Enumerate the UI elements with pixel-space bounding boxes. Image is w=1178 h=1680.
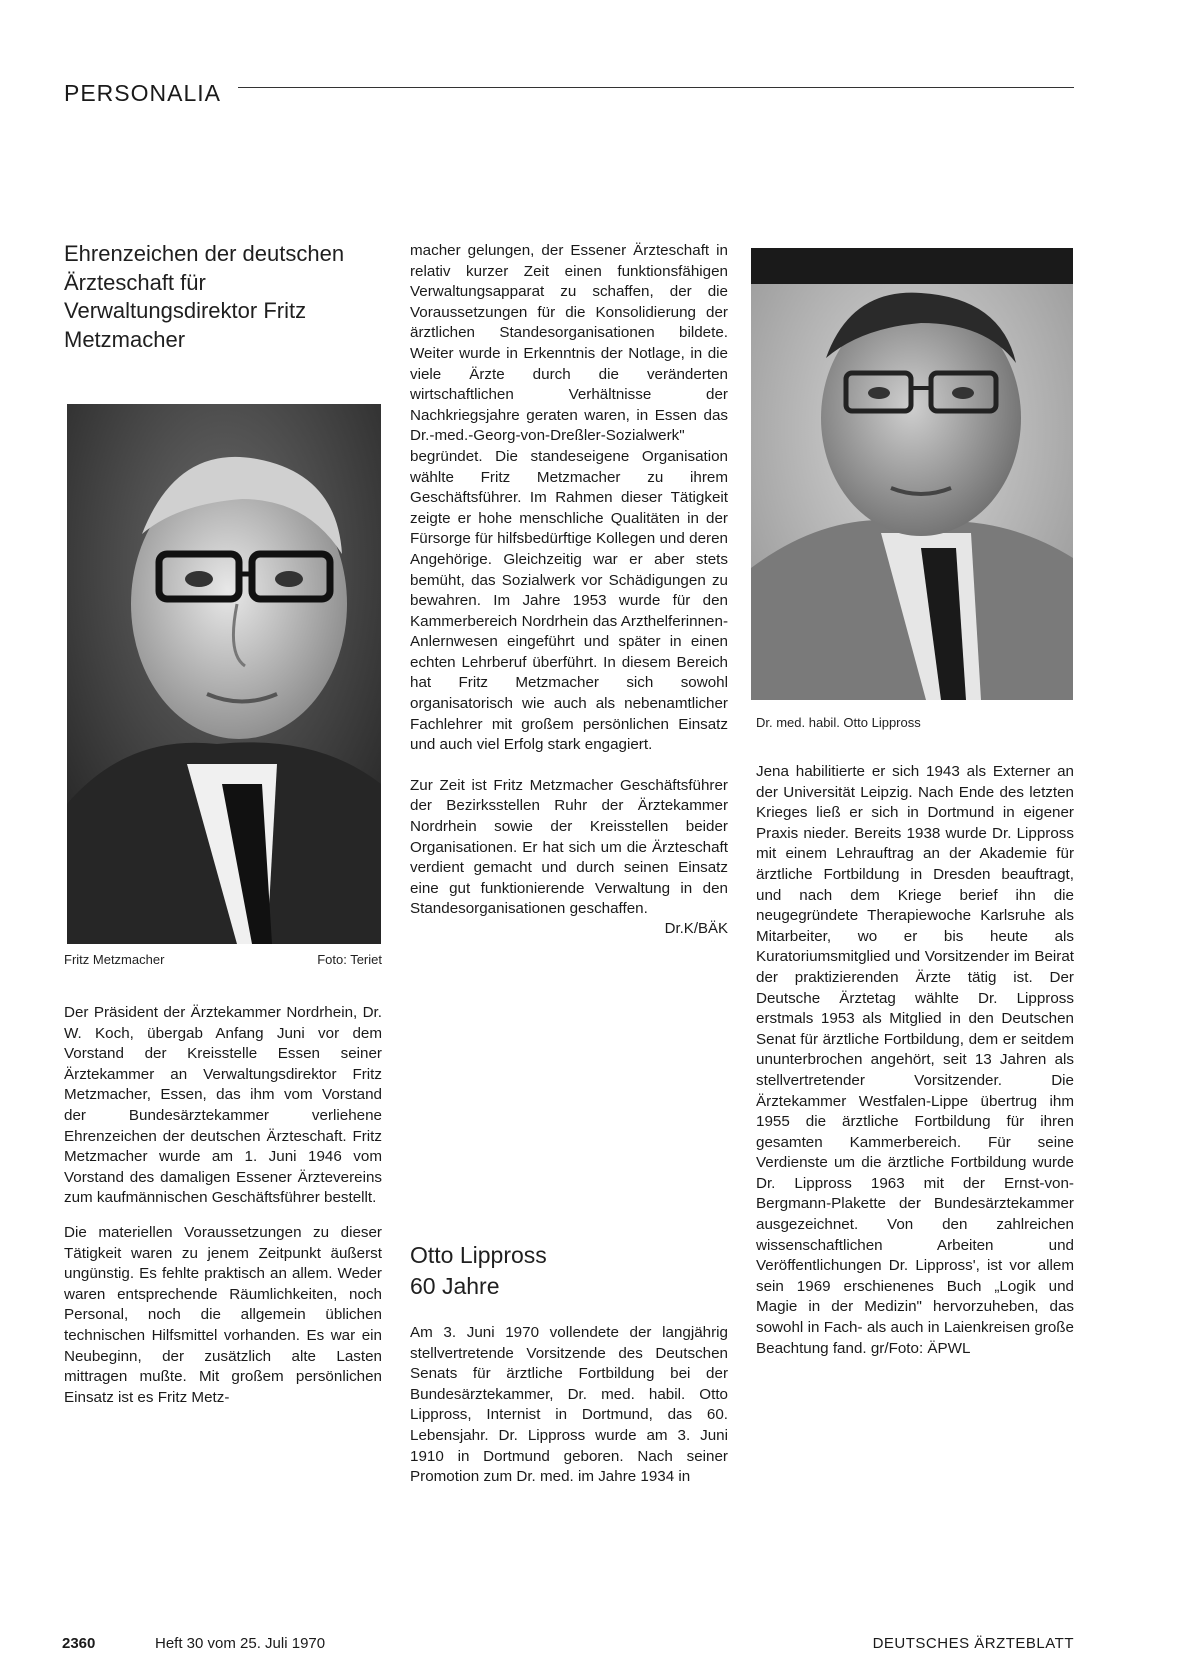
article1-signature: Dr.K/BÄK bbox=[664, 920, 728, 937]
portrait-metzmacher-graphic bbox=[67, 404, 381, 944]
article1-paragraph-4: Zur Zeit ist Fritz Metzmacher Geschäftsführer der Bezirksstellen Ruhr der Ärztekammer Nordrhein sowie der Kreisstellen beider Organisationen. Er hat sich um die Ärzteschaft verdient gemacht und durch seinen Einsatz eine gut funktionierende Verwaltung in den Standesorganisationen geschaffen. bbox=[410, 776, 728, 918]
article1-headline-block bbox=[64, 240, 382, 354]
article1-photo-credit: Foto: Teriet bbox=[317, 952, 382, 967]
article1-col1-body bbox=[64, 1003, 382, 1408]
article2-headline-line2: 60 Jahre bbox=[410, 1273, 500, 1299]
section-header: PERSONALIA bbox=[64, 80, 221, 106]
journal-title: DEUTSCHES ÄRZTEBLATT bbox=[872, 1635, 1074, 1652]
article1-paragraph-3: macher gelungen, der Essener Ärzteschaft in relativ kurzer Zeit einen funktionsfähigen Verwaltungsapparat zu schaffen, der die Voraussetzungen für die Konsolidierung der ärztlichen Standesorganisationen bildete. Weiter wurde in Erkenntnis der Notlage, in die viele Ärzte durch die veränderten wirtschaftlichen Verhältnisse der Nachkriegsjahre geraten waren, in Essen das Dr.-med.-Georg-von-Dreßler-Sozialwerk" begründet. Die standeseigene Organisation wählte Fritz Metzmacher zu ihrem Geschäftsführer. Im Rahmen dieser Tätigkeit zeigte er hohe menschliche Qualitäten in der Fürsorge für hilfsbedürftige Kollegen und deren Angehörige. Gleichzeitig war er aber stets bemüht, das Sozialwerk vor Schädigungen zu bewahren. Im Jahre 1953 wurde für den Kammerbereich Nordrhein das Arzthelferinnen-Anlernwesen eingeführt und später in einen echten Lehrberuf überführt. In diesem Bereich hat Fritz Metzmacher sich sowohl organisatorisch wie auch als nebenamtlicher Fachlehrer mit großem persönlichen Einsatz und auch viel Erfolg stark engagiert. bbox=[410, 242, 728, 754]
article1-col2-body bbox=[410, 241, 728, 937]
article1-paragraph-2: Die materiellen Voraussetzungen zu dieser Tätigkeit waren zu jenem Zeitpunkt äußerst ungünstig. Es fehlte praktisch an allem. Weder waren entsprechende Räumlichkeiten, noch Personal, noch die allgemein üblichen technischen Hilfsmittel vorhanden. Es war ein Neubeginn, der zusätzlich alte Lasten mittragen mußte. Mit großem persönlichen Einsatz ist es Fritz Metz- bbox=[64, 1223, 382, 1406]
article1-caption-row bbox=[64, 952, 382, 967]
article2-paragraph-2: Jena habilitierte er sich 1943 als Externer an der Universität Leipzig. Nach Ende des letzten Krieges ließ er sich in Dortmund in eigener Praxis nieder. Bereits 1938 wurde Dr. Lippross mit einem Lehrauftrag an der Akademie für ärztliche Fortbildung in Dresden beauftragt, und nach dem Kriege berief ihn die neugegründete Therapiewoche Karlsruhe als Mitarbeiter, wo er bis heute als Kuratoriumsmitglied und Vorsitzender im Beirat der praktizierenden Ärzte tätig ist. Der Deutsche Ärztetag wählte Dr. Lippross erstmals 1953 als Mitglied in den Deutschen Senat für ärztliche Fortbildung, dem er seitdem ununterbrochen angehört, seit 13 Jahren als stellvertretender Vorsitzender. Die Ärztekammer Westfalen-Lippe übertrug ihm 1955 die ärztliche Fortbildung für ihren gesamten Kammerbereich. Für seine Verdienste um die ärztliche Fortbildung wurde Dr. Lippross 1963 mit der Ernst-von-Bergmann-Plakette der Bundesärztekammer ausgezeichnet. Von den zahlreichen wissenschaftlichen Arbeiten und Veröffentlichungen Dr. Lippross', ist vor allem sein 1969 erschienenes Buch „Logik und Magie in der Medizin" hervorzuheben, das sowohl in Fach- als auch in Laienkreisen große Beachtung fand. gr/Foto: ÄPWL bbox=[756, 763, 1074, 1357]
issue-info: Heft 30 vom 25. Juli 1970 bbox=[155, 1635, 326, 1652]
article1-headline: Ehrenzeichen der deutschen Ärzteschaft für Verwaltungsdirektor Fritz Metzmacher bbox=[64, 241, 345, 352]
article2-headline-block bbox=[410, 1240, 728, 1302]
article2-col2-body bbox=[410, 1323, 728, 1488]
photo-fritz-metzmacher bbox=[67, 404, 381, 944]
article2-headline bbox=[410, 1240, 728, 1302]
page-number: 2360 bbox=[62, 1635, 96, 1652]
article1-paragraph-1: Der Präsident der Ärztekammer Nordrhein, Dr. W. Koch, übergab Anfang Juni vor dem Vorstand der Kreisstelle Essen seiner Ärztekammer an Verwaltungsdirektor Fritz Metzmacher, Essen, das ihm vom Vorstand der Bundesärztekammer verliehene Ehrenzeichen der deutschen Ärzteschaft. Fritz Metzmacher wurde am 1. Juni 1946 vom Vorstand des damaligen Essener Ärztevereins zum kaufmännischen Geschäftsführer bestellt. bbox=[64, 1004, 382, 1207]
header-rule bbox=[238, 87, 1074, 88]
article1-photo-caption: Fritz Metzmacher bbox=[64, 952, 165, 967]
article2-paragraph-1: Am 3. Juni 1970 vollendete der langjährig stellvertretende Vorsitzende des Deutschen Senats für ärztliche Fortbildung bei der Bundesärztekammer, Dr. med. habil. Otto Lippross, Internist in Dortmund, das 60. Lebensjahr. Dr. Lippross wurde am 3. Juni 1910 in Dortmund geboren. Nach seiner Promotion zum Dr. med. im Jahre 1934 in bbox=[410, 1324, 728, 1486]
portrait-lippross-graphic bbox=[751, 248, 1073, 700]
article2-photo-caption: Dr. med. habil. Otto Lippross bbox=[756, 715, 921, 730]
photo-otto-lippross bbox=[751, 248, 1073, 700]
article2-caption-row bbox=[756, 715, 1074, 730]
article2-col3-body bbox=[756, 762, 1074, 1359]
article2-headline-line1: Otto Lippross bbox=[410, 1242, 547, 1268]
